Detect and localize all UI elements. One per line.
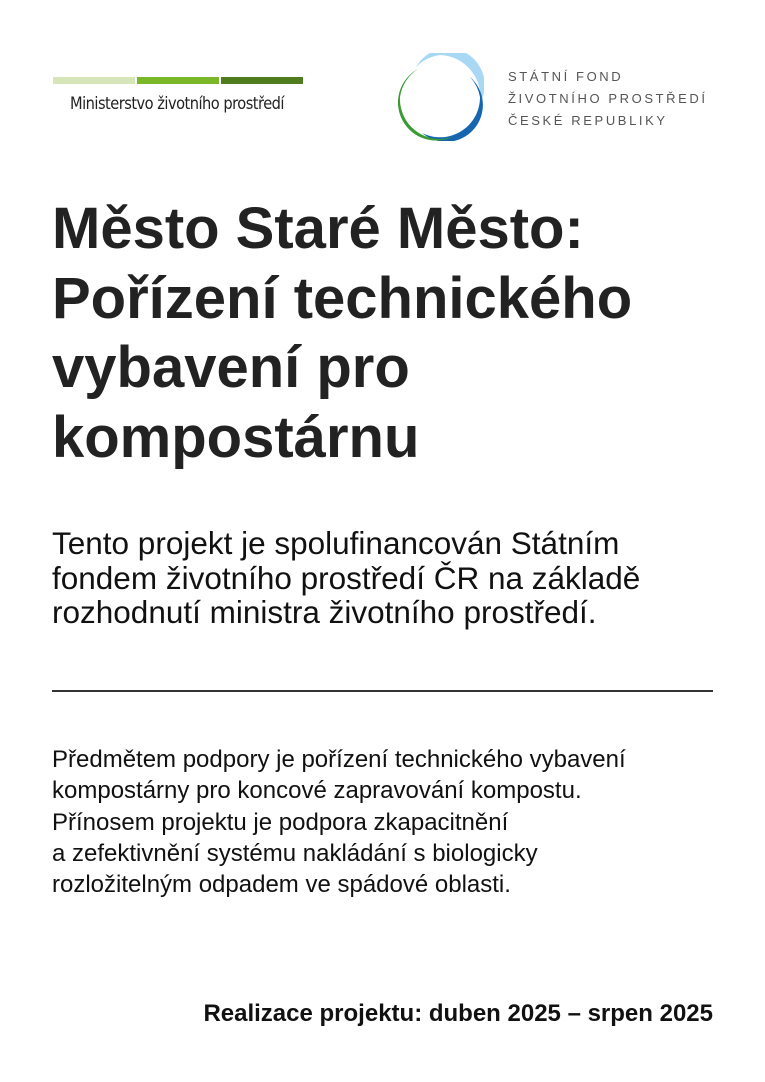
project-description (52, 744, 732, 900)
subtitle-line: rozhodnutí ministra životního prostředí. (52, 594, 597, 630)
body-line: Přínosem projektu je podpora zkapacitnění (52, 808, 509, 836)
title-line: Město Staré Město: (52, 196, 584, 261)
body-line: rozložitelným odpadem ve spádové oblasti. (52, 871, 511, 899)
fund-line: ŽIVOTNÍHO PROSTŘEDÍ (508, 91, 708, 106)
title-line: kompostárnu (52, 404, 420, 470)
body-line: kompostárny pro koncové zapravování kompostu. (52, 777, 582, 805)
divider (52, 690, 713, 692)
ministry-logo-bars (53, 77, 303, 84)
title-line: Pořízení technického (52, 265, 633, 331)
funding-statement (52, 526, 732, 630)
sfzp-logo-text (508, 66, 708, 132)
body-line: Předmětem podpory je pořízení technického vybavení (52, 746, 626, 773)
subtitle-line: Tento projekt je spolufinancován Státním (52, 525, 620, 561)
sfzp-logo-icon (396, 53, 484, 141)
ministry-logo-text: Ministerstvo životního prostředí (70, 94, 284, 114)
fund-line: STÁTNÍ FOND (508, 69, 624, 84)
subtitle-line: fondem životního prostředí ČR na základě (52, 559, 641, 596)
body-line: a zefektivnění systému nakládání s biologicky (52, 839, 538, 867)
title-line: vybavení pro (52, 335, 410, 400)
fund-line: ČESKÉ REPUBLIKY (508, 113, 668, 128)
project-period: Realizace projektu: duben 2025 – srpen 2025 (203, 1000, 713, 1027)
page-title (52, 194, 732, 472)
